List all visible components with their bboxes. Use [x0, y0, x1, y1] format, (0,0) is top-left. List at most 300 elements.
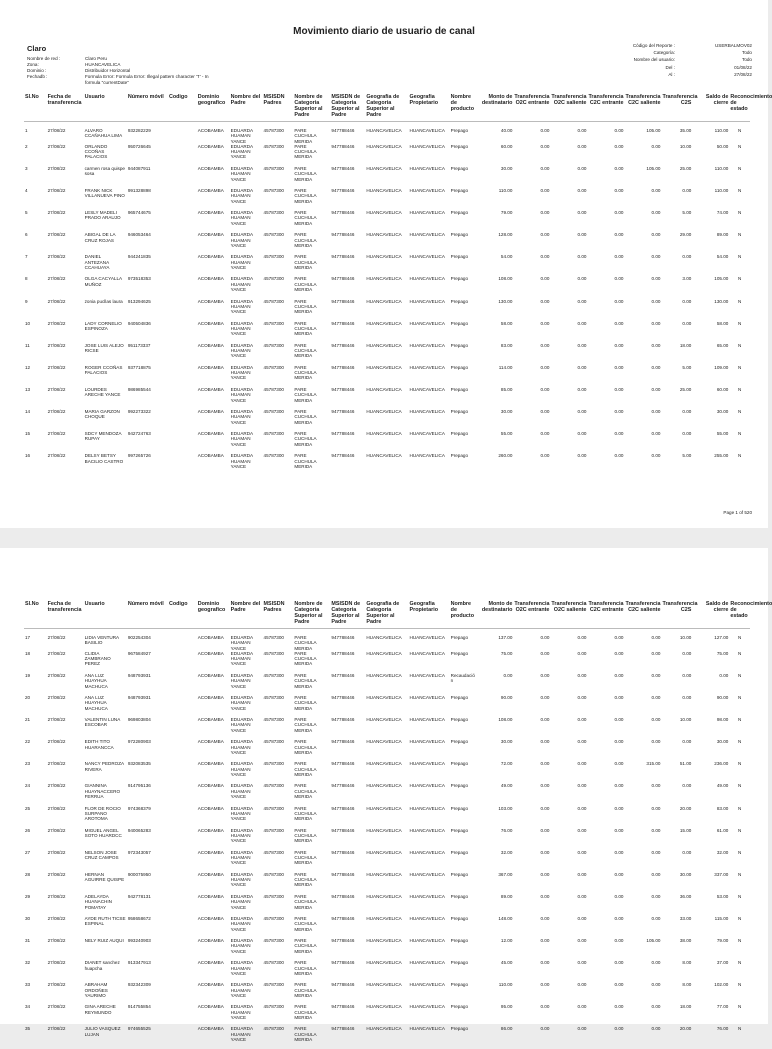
- cell-estado: N: [738, 409, 742, 415]
- cell-codigo: [168, 387, 197, 409]
- cell-geo-cat-superior: HUANCAVELICA: [366, 650, 402, 656]
- table-row: [24, 828, 750, 850]
- column-header: Saldo de cierre: [692, 601, 729, 629]
- column-header: Geografia Propietario: [409, 94, 450, 122]
- cell-c2s: 8.00: [682, 982, 692, 988]
- cell-o2c-saliente: 0.00: [577, 761, 587, 767]
- cell-codigo: [168, 938, 197, 960]
- cell-c2s: 0.00: [682, 409, 692, 415]
- cell-producto: Prepago: [450, 1026, 469, 1032]
- cell-dominio: ACOBAMBA: [197, 893, 224, 899]
- cell-usuario: MIGUEL ANGEL SOTO HUARDCC: [84, 827, 122, 838]
- cell-msisdn-padre: 45787300: [263, 893, 284, 899]
- cell-c2s: 20.00: [679, 1026, 692, 1032]
- meta-label: Nombre de red :: [27, 56, 61, 61]
- column-header: Nombre de producto: [450, 601, 477, 629]
- cell-producto: Prepago: [450, 143, 469, 149]
- cell-usuario: MARIA GARZON CHOQUE: [84, 409, 120, 420]
- cell-fecha: 27/08/22: [47, 916, 66, 922]
- cell-nombre-padre: EDUARDA HUAMAN YANCE: [230, 210, 253, 226]
- cell-sl-no: 18: [25, 650, 31, 656]
- cell-producto: Prepago: [450, 276, 469, 282]
- cell-msisdn-cat-superior: 947788446: [331, 827, 355, 833]
- cell-c2s: 18.00: [679, 342, 692, 348]
- cell-msisdn-cat-superior: 947788446: [331, 143, 355, 149]
- cell-c2c-saliente: 105.00: [646, 165, 661, 171]
- cell-usuario: CLIDIA ZAMBRANO PEREZ: [84, 650, 111, 667]
- table-row: [24, 739, 750, 761]
- cell-o2c-saliente: 0.00: [577, 849, 587, 855]
- table-row: [24, 938, 750, 960]
- cell-estado: N: [738, 386, 742, 392]
- cell-msisdn-padre: 45787300: [263, 298, 284, 304]
- cell-dominio: ACOBAMBA: [197, 1004, 224, 1010]
- cell-o2c-saliente: 0.00: [577, 805, 587, 811]
- cell-geo-cat-superior: HUANCAVELICA: [366, 143, 402, 149]
- cell-geo-propietario: HUANCAVELICA: [409, 254, 445, 260]
- cell-dominio: ACOBAMBA: [197, 165, 224, 171]
- cell-o2c-saliente: 0.00: [577, 254, 587, 260]
- cell-numero-movil: 958658672: [127, 916, 151, 922]
- cell-monto: 49.00: [500, 783, 513, 789]
- cell-geo-cat-superior: HUANCAVELICA: [366, 210, 402, 216]
- cell-estado: N: [738, 254, 742, 260]
- cell-c2c-saliente: 0.00: [651, 805, 661, 811]
- cell-nombre-padre: EDUARDA HUAMAN YANCE: [230, 827, 253, 844]
- column-header: Transferencia C2C entrante: [587, 601, 624, 629]
- cell-numero-movil: 986985544: [127, 386, 151, 392]
- cell-sl-no: 6: [25, 232, 28, 238]
- cell-msisdn-padre: 45787300: [263, 635, 284, 640]
- cell-c2s: 33.00: [679, 916, 692, 922]
- cell-o2c-entrante: 0.00: [540, 695, 550, 701]
- cell-fecha: 27/08/22: [47, 960, 66, 966]
- cell-dominio: ACOBAMBA: [197, 143, 224, 149]
- meta-value: 01/08/22: [734, 64, 752, 70]
- cell-codigo: [168, 1004, 197, 1026]
- cell-msisdn-padre: 45787300: [263, 695, 284, 701]
- column-header: Nombre de producto: [450, 94, 477, 122]
- cell-saldo-cierre: 109.00: [714, 364, 729, 370]
- cell-dominio: ACOBAMBA: [197, 960, 224, 966]
- cell-c2c-saliente: 105.00: [646, 128, 661, 133]
- table-row: [24, 806, 750, 828]
- cell-usuario: zonia pucllas laura: [84, 298, 123, 304]
- cell-dominio: ACOBAMBA: [197, 254, 224, 260]
- cell-numero-movil: 973518353: [127, 276, 151, 282]
- cell-msisdn-padre: 45787300: [263, 805, 284, 811]
- cell-c2s: 0.00: [682, 849, 692, 855]
- column-header: Transferencia O2C entrante: [513, 601, 550, 629]
- cell-geo-cat-superior: HUANCAVELICA: [366, 188, 402, 194]
- cell-o2c-entrante: 0.00: [540, 254, 550, 260]
- cell-o2c-saliente: 0.00: [577, 635, 587, 640]
- cell-o2c-entrante: 0.00: [540, 342, 550, 348]
- cell-c2s: 0.00: [682, 783, 692, 789]
- cell-estado: N: [738, 1026, 742, 1032]
- cell-o2c-entrante: 0.00: [540, 188, 550, 194]
- cell-nombre-padre: EDUARDA HUAMAN YANCE: [230, 960, 253, 976]
- table-row: [24, 409, 750, 431]
- cell-o2c-saliente: 0.00: [577, 672, 587, 678]
- cell-geo-propietario: HUANCAVELICA: [409, 761, 445, 767]
- cell-dominio: ACOBAMBA: [197, 409, 224, 415]
- cell-saldo-cierre: 83.00: [716, 805, 729, 811]
- cell-geo-propietario: HUANCAVELICA: [409, 960, 445, 966]
- cell-producto: Prepago: [450, 386, 469, 392]
- cell-c2s: 25.00: [679, 386, 692, 392]
- cell-saldo-cierre: 30.00: [716, 409, 729, 415]
- cell-geo-propietario: HUANCAVELICA: [409, 320, 445, 326]
- cell-saldo-cierre: 110.00: [714, 128, 729, 133]
- cell-msisdn-cat-superior: 947788446: [331, 232, 355, 238]
- cell-producto: Recaudación: [450, 672, 475, 684]
- cell-cat-superior: PARE CUCHULA MERIDA: [294, 1004, 317, 1020]
- cell-saldo-cierre: 30.00: [716, 739, 729, 745]
- cell-estado: N: [738, 364, 742, 370]
- cell-estado: N: [738, 916, 742, 922]
- cell-producto: Prepago: [450, 695, 469, 701]
- cell-monto: 30.00: [500, 165, 513, 171]
- cell-monto: 260.00: [498, 453, 513, 459]
- column-header: Codigo: [168, 94, 197, 122]
- cell-o2c-entrante: 0.00: [540, 893, 550, 899]
- cell-nombre-padre: EDUARDA HUAMAN YANCE: [230, 143, 253, 160]
- cell-geo-propietario: HUANCAVELICA: [409, 916, 445, 922]
- cell-c2c-entrante: 0.00: [614, 453, 624, 459]
- cell-geo-propietario: HUANCAVELICA: [409, 635, 445, 640]
- cell-o2c-entrante: 0.00: [540, 386, 550, 392]
- cell-estado: N: [738, 320, 742, 326]
- cell-c2c-saliente: 0.00: [651, 232, 661, 238]
- cell-fecha: 27/08/22: [47, 1026, 66, 1032]
- cell-monto: 30.00: [500, 739, 513, 745]
- cell-fecha: 27/08/22: [47, 982, 66, 988]
- table-row: [24, 982, 750, 1004]
- cell-numero-movil: 940504836: [127, 320, 151, 326]
- cell-c2s: 20.00: [679, 805, 692, 811]
- cell-o2c-saliente: 0.00: [577, 783, 587, 789]
- cell-geo-cat-superior: HUANCAVELICA: [366, 298, 402, 304]
- table-row: [24, 365, 750, 387]
- table-body: [24, 122, 750, 476]
- cell-msisdn-padre: 45787300: [263, 849, 284, 855]
- cell-estado: N: [738, 128, 742, 133]
- cell-usuario: NANCY PEDROZA RIVERA: [84, 761, 124, 772]
- cell-nombre-padre: EDUARDA HUAMAN YANCE: [230, 871, 253, 888]
- cell-nombre-padre: EDUARDA HUAMAN YANCE: [230, 916, 253, 932]
- column-header: Geografia de Categoria Superior al Padre: [365, 94, 408, 122]
- cell-monto: 58.00: [500, 320, 513, 326]
- column-header: Geografia de Categoria Superior al Padre: [365, 601, 408, 629]
- cell-codigo: [168, 828, 197, 850]
- cell-numero-movil: 965744675: [127, 210, 151, 216]
- cell-saldo-cierre: 90.00: [716, 695, 729, 701]
- cell-codigo: [168, 850, 197, 872]
- cell-usuario: NELSON JOSE CRUZ CAMPOS: [84, 849, 119, 861]
- cell-cat-superior: PARE CUCHULA MERIDA: [294, 254, 317, 270]
- cell-cat-superior: PARE CUCHULA MERIDA: [294, 761, 317, 777]
- cell-usuario: carmen rosa quispe sosa: [84, 165, 125, 177]
- cell-numero-movil: 914755854: [127, 1004, 151, 1010]
- cell-sl-no: 19: [25, 672, 31, 678]
- cell-producto: Prepago: [450, 650, 469, 656]
- cell-saldo-cierre: 49.00: [716, 783, 729, 789]
- column-header: Transferencia C2C entrante: [587, 94, 624, 122]
- cell-usuario: SDCY MENDOZA RUPAY: [84, 431, 122, 442]
- cell-usuario: ANA LUZ HUAYHUA MACHUCA: [84, 672, 108, 689]
- cell-fecha: 27/08/22: [47, 342, 66, 348]
- cell-c2c-saliente: 0.00: [651, 342, 661, 348]
- table-row: [24, 894, 750, 916]
- cell-usuario: JULIO VASQUEZ LUJAN: [84, 1026, 121, 1037]
- cell-codigo: [168, 673, 197, 695]
- cell-msisdn-padre: 45787300: [263, 783, 284, 789]
- table-row: [24, 122, 750, 144]
- cell-fecha: 27/08/22: [47, 635, 66, 640]
- cell-sl-no: 30: [25, 916, 31, 922]
- cell-c2c-saliente: 0.00: [651, 893, 661, 899]
- meta-row: [27, 74, 225, 86]
- cell-c2c-entrante: 0.00: [614, 409, 624, 415]
- cell-sl-no: 14: [25, 409, 31, 415]
- cell-c2c-entrante: 0.00: [614, 254, 624, 260]
- cell-o2c-saliente: 0.00: [577, 453, 587, 459]
- cell-numero-movil: 900075950: [127, 871, 151, 877]
- cell-numero-movil: 951173337: [127, 342, 151, 348]
- column-header: Dominio geografico: [197, 94, 230, 122]
- meta-label: Dominio :: [27, 68, 47, 73]
- cell-msisdn-padre: 45787300: [263, 739, 284, 745]
- cell-dominio: ACOBAMBA: [197, 827, 224, 833]
- cell-geo-cat-superior: HUANCAVELICA: [366, 871, 402, 877]
- cell-geo-propietario: HUANCAVELICA: [409, 982, 445, 988]
- cell-o2c-entrante: 0.00: [540, 320, 550, 326]
- cell-c2c-entrante: 0.00: [614, 982, 624, 988]
- cell-saldo-cierre: 337.00: [714, 871, 729, 877]
- cell-numero-movil: 950726645: [127, 143, 151, 149]
- cell-geo-propietario: HUANCAVELICA: [409, 739, 445, 745]
- cell-monto: 75.00: [500, 650, 513, 656]
- cell-msisdn-padre: 45787300: [263, 210, 284, 216]
- column-header: Transferencia O2C saliente: [550, 601, 587, 629]
- cell-geo-cat-superior: HUANCAVELICA: [366, 783, 402, 789]
- cell-sl-no: 34: [25, 1004, 31, 1010]
- table-row: [24, 1004, 750, 1026]
- meta-label: Categoría:: [653, 50, 675, 56]
- meta-value: Todo: [742, 50, 752, 56]
- cell-estado: N: [738, 960, 742, 966]
- cell-geo-propietario: HUANCAVELICA: [409, 298, 445, 304]
- meta-label: Fechadb :: [27, 74, 48, 79]
- cell-geo-cat-superior: HUANCAVELICA: [366, 672, 402, 678]
- cell-saldo-cierre: 37.00: [716, 960, 729, 966]
- cell-numero-movil: 974368379: [127, 805, 151, 811]
- cell-monto: 148.00: [498, 916, 513, 922]
- cell-estado: N: [738, 188, 742, 194]
- cell-msisdn-cat-superior: 947788446: [331, 982, 355, 988]
- cell-estado: N: [738, 143, 742, 149]
- cell-nombre-padre: EDUARDA HUAMAN YANCE: [230, 320, 253, 337]
- cell-msisdn-cat-superior: 947788446: [331, 128, 355, 133]
- cell-geo-cat-superior: HUANCAVELICA: [366, 695, 402, 701]
- cell-dominio: ACOBAMBA: [197, 431, 224, 437]
- cell-geo-cat-superior: HUANCAVELICA: [366, 1004, 402, 1010]
- cell-dominio: ACOBAMBA: [197, 982, 224, 988]
- cell-c2s: 5.00: [682, 364, 692, 370]
- cell-geo-cat-superior: HUANCAVELICA: [366, 761, 402, 767]
- cell-estado: N: [738, 982, 742, 988]
- cell-numero-movil: 946053464: [127, 232, 151, 238]
- cell-usuario: ABRAHAM ORDOÑES YAURIMO: [84, 982, 108, 998]
- cell-c2s: 0.00: [682, 695, 692, 701]
- cell-c2c-saliente: 0.00: [651, 210, 661, 216]
- cell-nombre-padre: EDUARDA HUAMAN YANCE: [230, 431, 253, 447]
- cell-o2c-entrante: 0.00: [540, 783, 550, 789]
- column-header: Monto de destinatario: [476, 601, 513, 629]
- table-row: [24, 673, 750, 695]
- cell-c2s: 10.00: [679, 143, 692, 149]
- cell-c2c-entrante: 0.00: [614, 320, 624, 326]
- cell-o2c-entrante: 0.00: [540, 210, 550, 216]
- cell-nombre-padre: EDUARDA HUAMAN YANCE: [230, 672, 253, 689]
- cell-o2c-saliente: 0.00: [577, 143, 587, 149]
- cell-dominio: ACOBAMBA: [197, 232, 224, 238]
- cell-nombre-padre: EDUARDA HUAMAN YANCE: [230, 893, 253, 910]
- cell-geo-propietario: HUANCAVELICA: [409, 364, 445, 370]
- cell-codigo: [168, 806, 197, 828]
- cell-codigo: [168, 166, 197, 188]
- table-header-row: [24, 601, 750, 629]
- cell-nombre-padre: EDUARDA HUAMAN YANCE: [230, 453, 253, 469]
- cell-o2c-saliente: 0.00: [577, 409, 587, 415]
- cell-o2c-saliente: 0.00: [577, 717, 587, 723]
- cell-numero-movil: 992273322: [127, 409, 151, 415]
- cell-o2c-saliente: 0.00: [577, 938, 587, 944]
- cell-geo-propietario: HUANCAVELICA: [409, 650, 445, 656]
- cell-usuario: DIANET sanchez huapcha: [84, 960, 120, 971]
- cell-fecha: 27/08/22: [47, 783, 66, 789]
- cell-geo-cat-superior: HUANCAVELICA: [366, 916, 402, 922]
- cell-msisdn-cat-superior: 947788446: [331, 695, 355, 701]
- cell-monto: 72.00: [500, 761, 513, 767]
- cell-producto: Prepago: [450, 960, 469, 966]
- cell-producto: Prepago: [450, 893, 469, 899]
- cell-monto: 103.00: [498, 805, 513, 811]
- cell-sl-no: 35: [25, 1026, 31, 1032]
- cell-cat-superior: PARE CUCHULA MERIDA: [294, 893, 317, 910]
- cell-c2c-saliente: 0.00: [651, 871, 661, 877]
- cell-geo-cat-superior: HUANCAVELICA: [366, 409, 402, 415]
- cell-estado: N: [738, 232, 742, 238]
- cell-saldo-cierre: 89.00: [716, 232, 729, 238]
- cell-usuario: GINA ARECHE REYMUNDO: [84, 1004, 116, 1015]
- cell-msisdn-cat-superior: 947788446: [331, 938, 355, 944]
- table-row: [24, 343, 750, 365]
- cell-c2s: 0.00: [682, 672, 692, 678]
- cell-geo-propietario: HUANCAVELICA: [409, 827, 445, 833]
- cell-cat-superior: PARE CUCHULA MERIDA: [294, 320, 317, 337]
- cell-codigo: [168, 717, 197, 739]
- cell-o2c-entrante: 0.00: [540, 364, 550, 370]
- cell-nombre-padre: EDUARDA HUAMAN YANCE: [230, 364, 253, 381]
- cell-sl-no: 9: [25, 298, 28, 304]
- cell-o2c-entrante: 0.00: [540, 849, 550, 855]
- cell-fecha: 27/08/22: [47, 893, 66, 899]
- cell-producto: Prepago: [450, 364, 469, 370]
- cell-nombre-padre: EDUARDA HUAMAN YANCE: [230, 276, 253, 293]
- cell-usuario: NELY RUIZ AUQUI: [84, 938, 124, 944]
- cell-estado: N: [738, 165, 742, 171]
- cell-sl-no: 31: [25, 938, 31, 944]
- cell-c2c-entrante: 0.00: [614, 827, 624, 833]
- cell-o2c-saliente: 0.00: [577, 650, 587, 656]
- cell-usuario: ORLANDO CCOÑAS PALACIOS: [84, 143, 108, 160]
- table-row: [24, 651, 750, 673]
- cell-monto: 95.00: [500, 1004, 513, 1010]
- cell-c2c-entrante: 0.00: [614, 650, 624, 656]
- cell-c2s: 10.00: [679, 635, 692, 640]
- column-header: Fecha de transferencia: [47, 601, 84, 629]
- cell-o2c-entrante: 0.00: [540, 916, 550, 922]
- cell-c2c-saliente: 0.00: [651, 635, 661, 640]
- cell-producto: Prepago: [450, 342, 469, 348]
- cell-msisdn-padre: 45787300: [263, 232, 284, 238]
- table-row: [24, 453, 750, 475]
- cell-o2c-entrante: 0.00: [540, 717, 550, 723]
- cell-msisdn-padre: 45787300: [263, 761, 284, 767]
- cell-fecha: 27/08/22: [47, 320, 66, 326]
- cell-geo-propietario: HUANCAVELICA: [409, 938, 445, 944]
- column-header: MSISDN de Categoria Superior al Padre: [330, 601, 365, 629]
- cell-sl-no: 29: [25, 893, 31, 899]
- column-header: Codigo: [168, 601, 197, 629]
- cell-producto: Prepago: [450, 739, 469, 745]
- meta-value: Formula Error: Formula Error: Illegal pattern character 'T' - In formula "currentDate": [85, 74, 209, 85]
- cell-c2s: 35.00: [679, 128, 692, 133]
- cell-o2c-saliente: 0.00: [577, 893, 587, 899]
- cell-msisdn-padre: 45787300: [263, 982, 284, 988]
- table-row: [24, 872, 750, 894]
- cell-msisdn-padre: 45787300: [263, 409, 284, 415]
- cell-msisdn-cat-superior: 947788446: [331, 650, 355, 656]
- cell-msisdn-cat-superior: 947788446: [331, 717, 355, 723]
- cell-cat-superior: PARE CUCHULA MERIDA: [294, 188, 317, 204]
- cell-msisdn-padre: 45787300: [263, 650, 284, 656]
- cell-usuario: DELSY BETSY BACILIO CASTRO: [84, 453, 124, 464]
- cell-c2s: 38.00: [679, 938, 692, 944]
- cell-o2c-entrante: 0.00: [540, 1004, 550, 1010]
- cell-geo-cat-superior: HUANCAVELICA: [366, 276, 402, 282]
- column-header: Transferencia C2S: [661, 601, 692, 629]
- cell-o2c-entrante: 0.00: [540, 232, 550, 238]
- cell-monto: 30.00: [500, 409, 513, 415]
- cell-c2c-saliente: 0.00: [651, 827, 661, 833]
- cell-numero-movil: 993240903: [127, 938, 151, 944]
- cell-c2c-entrante: 0.00: [614, 128, 624, 133]
- cell-codigo: [168, 343, 197, 365]
- cell-geo-cat-superior: HUANCAVELICA: [366, 893, 402, 899]
- cell-c2s: 36.00: [679, 893, 692, 899]
- cell-o2c-entrante: 0.00: [540, 409, 550, 415]
- cell-numero-movil: 969803804: [127, 717, 151, 723]
- cell-c2s: 0.00: [682, 650, 692, 656]
- cell-nombre-padre: EDUARDA HUAMAN YANCE: [230, 1026, 253, 1043]
- cell-monto: 108.00: [498, 717, 513, 723]
- cell-geo-propietario: HUANCAVELICA: [409, 1004, 445, 1010]
- cell-producto: Prepago: [450, 783, 469, 789]
- cell-estado: N: [738, 695, 742, 701]
